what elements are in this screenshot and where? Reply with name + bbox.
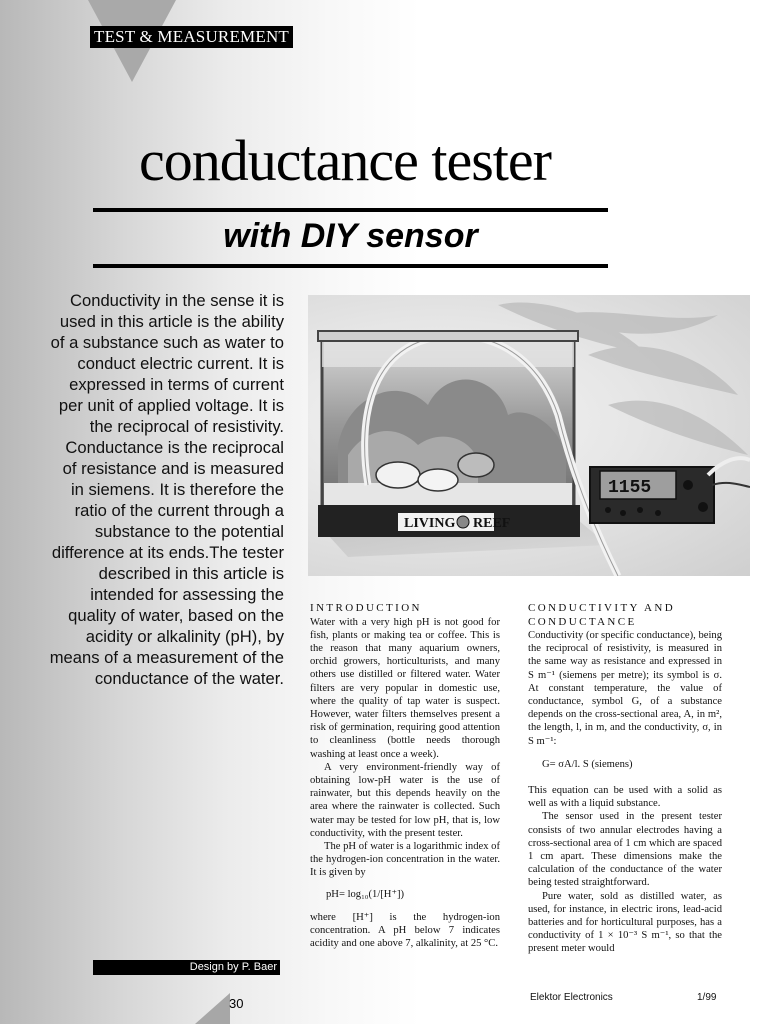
column-introduction <box>310 602 500 950</box>
title-rule-top <box>93 208 608 212</box>
intro-para-1: Water with a very high pH is not good for fish, plants or making tea or coffee. This is the reason that many aquarium owners, orchid growers, horticulturists, and many others use distilled or filtered water. Water filters are very popular in domestic use, where the quality of tap water is suspect. However, water filters themselves present a risk of germination, requiring good attention to cleanliness (bottle needs thorough washing at least once a week). <box>310 616 500 760</box>
cond-para-2: This equation can be used with a solid as well as with a liquid substance. <box>528 785 722 810</box>
intro-para-2: A very environment-friendly way of obtaining low-pH water is the use of rainwater, but this depends heavily on the area where the rainwater is collected. Such water may be tested for low pH, that is, low conductivity, with the present tester. <box>310 761 500 839</box>
heading-conductivity: CONDUCTIVITY AND CONDUCTANCE <box>528 602 676 628</box>
aquarium-illustration <box>308 295 750 576</box>
conductance-formula: G= σA/l. S (siemens) <box>542 758 633 770</box>
column-conductivity <box>528 602 722 956</box>
intro-paragraph: Conductivity in the sense it is used in this article is the ability of a substance such as water to conduct electric current. It is expressed in terms of current per unit of applied voltage. It is the reciprocal of resistivity. Conductance is the reciprocal of resistance and is measured in siemens. It is therefore the ratio of the current through a substance to the potential difference at its ends.The tester described in this article is intended for assessing the quality of water, based on the acidity or alkalinity (pH), by means of a measurement of the conductance of the water. <box>49 291 284 688</box>
footer-triangle-decoration <box>195 993 230 1024</box>
article-subtitle: with DIY sensor <box>223 217 478 255</box>
cond-para-3: The sensor used in the present tester consists of two annular electrodes having a cross-sectional area of 1 cm which are spaced 1 cm apart. These dimensions make the calculation of the conductance of the water being tested straightforward. <box>528 811 722 889</box>
ph-formula: pH= log₁₀(1/[H⁺]) <box>326 888 405 900</box>
design-credit: Design by P. Baer <box>93 960 280 975</box>
intro-para-3: The pH of water is a logarithmic index of the hydrogen-ion concentration in the water. It is given by <box>310 840 500 879</box>
page-number: 30 <box>229 996 244 1011</box>
tank-label-right: REEF <box>473 516 511 531</box>
aquarium-photo <box>308 295 750 576</box>
issue-date: 1/99 <box>697 992 717 1003</box>
title-rule-bottom <box>93 264 608 268</box>
publication-name: Elektor Electronics <box>530 992 613 1003</box>
intro-para-4: where [H⁺] is the hydrogen-ion concentration. A pH below 7 indicates acidity and one above 7, alkalinity, at 25 °C. <box>310 911 500 950</box>
section-label: TEST & MEASUREMENT <box>90 26 293 48</box>
article-title-text: conductance tester <box>139 128 551 193</box>
article-title <box>0 126 690 196</box>
cond-para-4: Pure water, sold as distilled water, as used, for instance, in electric irons, lead-acid batteries and for horticultural purposes, has a conductivity of 1 × 10⁻³ S m⁻¹, so that the present meter would <box>528 890 722 955</box>
tank-label-left: LIVING <box>404 516 456 531</box>
cond-para-1: Conductivity (or specific conductance), being the reciprocal of resistivity, is measured in the same way as resistance and expressed in S m⁻¹ (siemens per metre); its symbol is σ. At constant temperature, the value of conductance, symbol G, of a substance depends on the cross-sectional area, A, in m², the length, l, in m, and the conductivity, σ, in S m⁻¹: <box>528 630 722 747</box>
tank-logo-icon <box>457 516 469 528</box>
heading-introduction: INTRODUCTION <box>310 602 422 614</box>
meter-display-reading: 1155 <box>608 478 652 498</box>
